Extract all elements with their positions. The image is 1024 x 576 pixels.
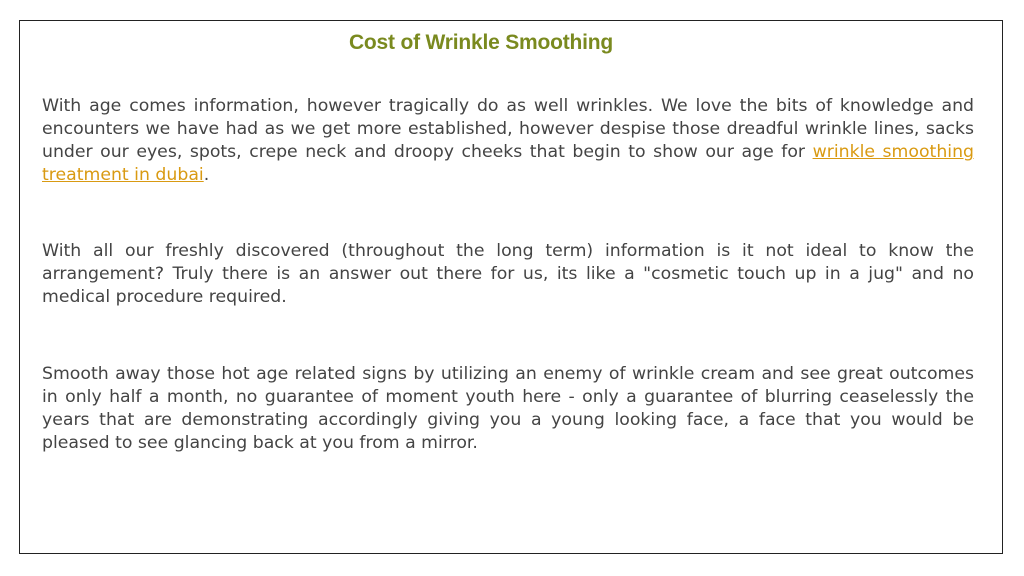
page-title: Cost of Wrinkle Smoothing: [348, 31, 614, 54]
paragraph-1-text: With age comes information, however tragically do as well wrinkles. We love the bits of knowledge and encounters we have had as we get more established, however despise those dreadful wrinkle lines, sacks under our eyes, spots, crepe neck and droopy cheeks that begin to show our age for: [42, 96, 974, 162]
paragraph-1-end: .: [203, 165, 210, 185]
wrinkle-treatment-link[interactable]: wrinkle smoothing treatment in dubai: [42, 142, 974, 185]
paragraph-2: With all our freshly discovered (throughout the long term) information is it not ideal to know the arrangement? Truly there is an answer out there for us, its like a "cosmetic touch up in a jug" and no medical procedure required.: [42, 241, 974, 307]
paragraph-3: Smooth away those hot age related signs by utilizing an enemy of wrinkle cream and see great outcomes in only half a month, no guarantee of moment youth here - only a guarantee of blurring ceaselessly the years that are demonstrating accordingly giving you a young looking face, a face that you would be pleased to see glancing back at you from a mirror.: [42, 364, 974, 453]
slide-frame: [19, 20, 1003, 554]
paragraph-1: [42, 95, 974, 187]
